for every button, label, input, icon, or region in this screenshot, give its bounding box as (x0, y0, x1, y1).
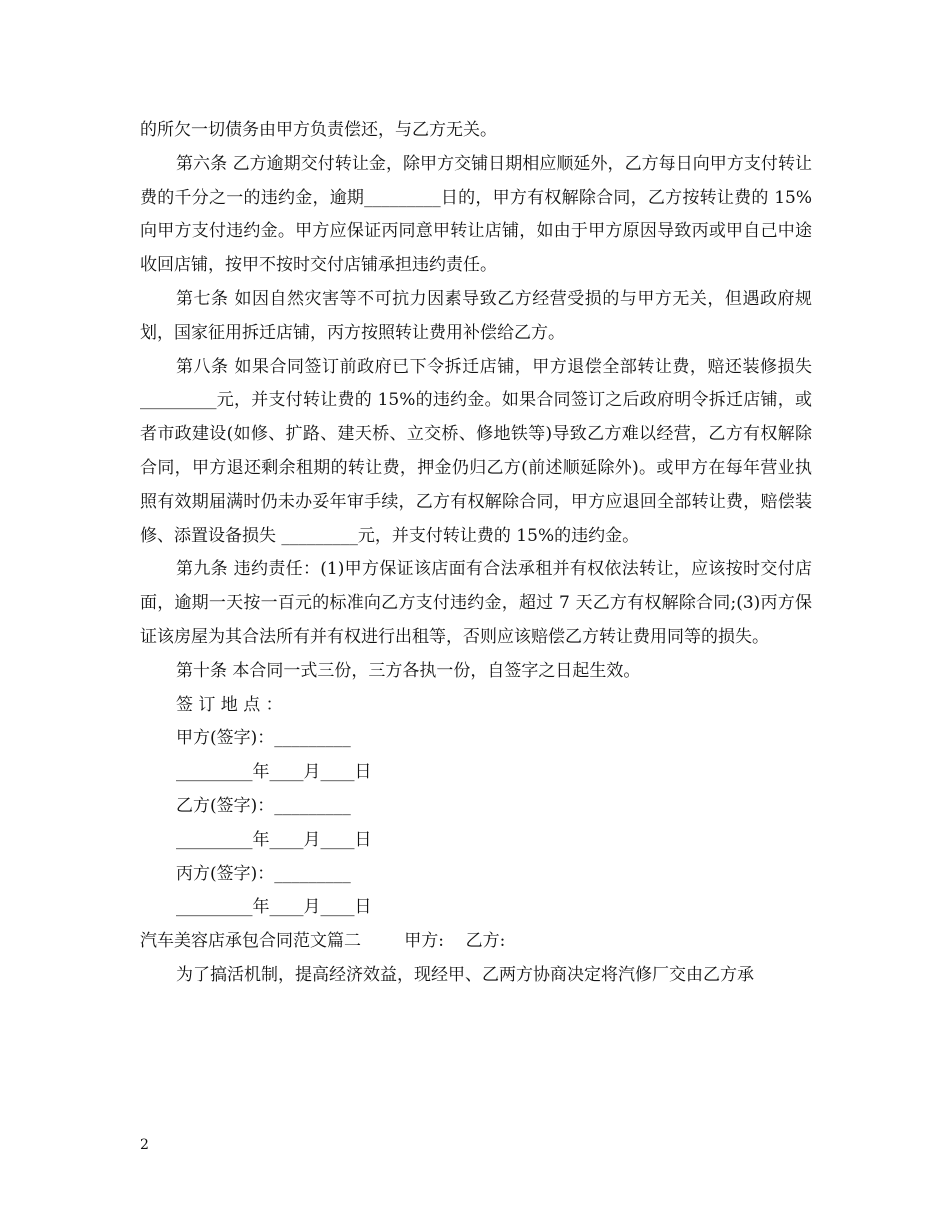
clause-7: 第七条 如因自然灾害等不可抗力因素导致乙方经营受损的与甲方无关，但遇政府规划，国家征用拆迁店铺，丙方按照转让费用补偿给乙方。 (140, 288, 812, 343)
party-b-signature-line: 乙方(签字)：_________ (176, 795, 351, 816)
party-c-signature-line: 丙方(签字)：_________ (176, 863, 351, 884)
paragraph-continuation: 的所欠一切债务由甲方负责偿还，与乙方无关。 (140, 120, 497, 140)
clause-6: 第六条 乙方逾期交付转让金，除甲方交铺日期相应顺延外，乙方每日向甲方支付转让费的千分之一的违约金，逾期_________日的，甲方有权解除合同，乙方按转让费的 15%向甲方支付违约金。甲方应保证丙同意甲转让店铺，如由于甲方原因导致丙或甲自己中途收回店铺，按甲不按时交付店铺承担违约责任。 (140, 153, 812, 276)
signing-place: 签 订 地 点 ： (176, 694, 283, 715)
clause-8: 第八条 如果合同签订前政府已下令拆迁店铺，甲方退偿全部转让费，赔还装修损失_________元，并支付转让费的 15%的违约金。如果合同签订之后政府明令拆迁店铺，或者市政建设(如修、扩路、建天桥、立交桥、修地铁等)导致乙方难以经营，乙方有权解除 合同，甲方退还剩余租期的转让费，押金仍归乙方(前述顺延除外)。或甲方在每年营业执照有效期届满时仍未办妥年审手续，乙方有权解除合同，甲方应退回全部转让费，赔偿装修、添置设备损失 _________元，并支付转让费的 15%的违约金。 (140, 356, 812, 546)
page-number: 2 (140, 1137, 149, 1153)
section-two-heading: 汽车美容店承包合同范文篇二 甲方: 乙方: (140, 931, 506, 952)
section-two-intro: 为了搞活机制，提高经济效益，现经甲、乙两方协商决定将汽修厂交由乙方承 (176, 964, 754, 985)
clause-9: 第九条 违约责任：(1)甲方保证该店面有合法承租并有权依法转让，应该按时交付店面，逾期一天按一百元的标准向乙方支付违约金，超过 7 天乙方有权解除合同;(3)丙方保证该房屋为其合法所有并有权进行出租等，否则应该赔偿乙方转让费用同等的损失。 (140, 559, 812, 647)
party-c-date-line: _________年____月____日 (176, 897, 372, 918)
clause-10: 第十条 本合同一式三份，三方各执一份，自签字之日起生效。 (176, 660, 641, 681)
document-body (140, 114, 812, 993)
signature-block (140, 689, 812, 926)
party-a-signature-line: 甲方(签字)：_________ (176, 728, 351, 749)
party-b-date-line: _________年____月____日 (176, 829, 372, 850)
party-a-date-line: _________年____月____日 (176, 762, 372, 783)
